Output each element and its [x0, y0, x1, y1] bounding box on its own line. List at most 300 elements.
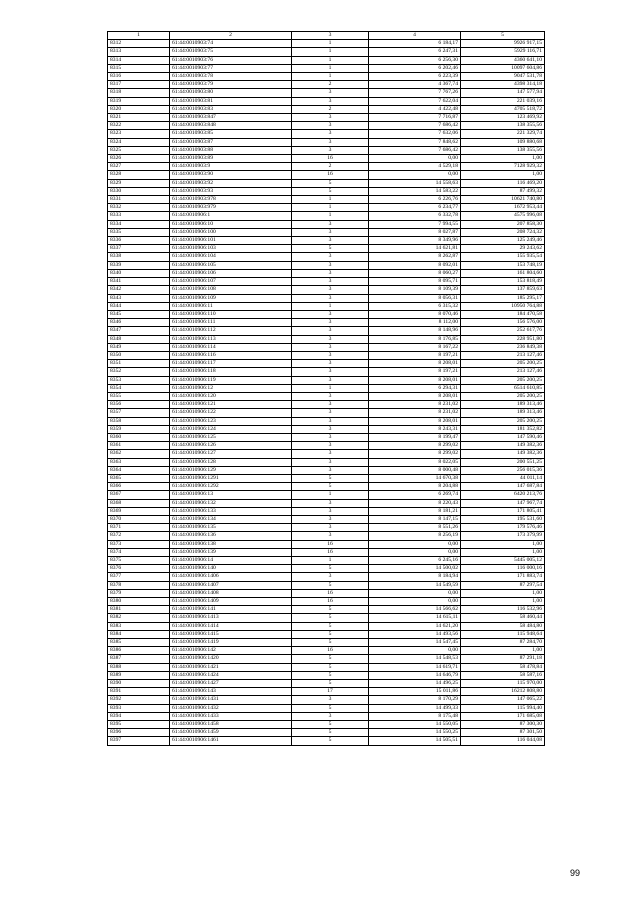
- table-row: [108, 302, 545, 310]
- table-row: [108, 351, 545, 359]
- table-row: [108, 278, 545, 286]
- table-cell: 1: [292, 56, 369, 64]
- table-cell: 3: [292, 360, 369, 368]
- table-cell: 213 127,46: [461, 368, 545, 376]
- table-cell: 3: [292, 97, 369, 105]
- table-cell: 61:44:0010903:76: [170, 56, 292, 64]
- table-cell: 8324: [108, 138, 170, 146]
- table-cell: 8 208,01: [369, 376, 461, 384]
- table-cell: 116 044,08: [461, 737, 545, 745]
- table-cell: 3: [292, 327, 369, 335]
- table-cell: 3: [292, 466, 369, 474]
- table-cell: 5: [292, 680, 369, 688]
- table-cell: 61:44:0010903:90: [170, 171, 292, 179]
- table-cell: 8 112,00: [369, 319, 461, 327]
- table-cell: 61:44:0010906:106: [170, 269, 292, 277]
- table-cell: 61:44:0010906:1424: [170, 671, 292, 679]
- table-cell: 61:44:0010906:1415: [170, 630, 292, 638]
- column-header: 4: [369, 32, 461, 40]
- table-cell: 61:44:0010906:1407: [170, 581, 292, 589]
- table-row: [108, 598, 545, 606]
- table-row: [108, 40, 545, 48]
- table-cell: 8390: [108, 680, 170, 688]
- table-cell: 61:44:0010906:120: [170, 392, 292, 400]
- table-cell: 16: [292, 155, 369, 163]
- table-cell: 7 622,04: [369, 97, 461, 105]
- table-row: [108, 474, 545, 482]
- table-cell: 58 484,80: [461, 622, 545, 630]
- table-cell: 61:44:0010906:133: [170, 507, 292, 515]
- table-cell: 4398 314,18: [461, 81, 545, 89]
- table-cell: 61:44:0010906:124: [170, 425, 292, 433]
- table-cell: 4 529,18: [369, 163, 461, 171]
- table-cell: 8 070,46: [369, 310, 461, 318]
- table-row: [108, 212, 545, 220]
- table-cell: 1: [292, 64, 369, 72]
- table-cell: 87 297,54: [461, 581, 545, 589]
- table-cell: 61:44:0010906:110: [170, 310, 292, 318]
- data-table: [107, 31, 545, 746]
- table-cell: 5: [292, 565, 369, 573]
- table-cell: 61:44:0010906:134: [170, 515, 292, 523]
- table-cell: 8327: [108, 163, 170, 171]
- table-cell: 8 204,88: [369, 483, 461, 491]
- table-cell: 8383: [108, 622, 170, 630]
- table-cell: 14 547,45: [369, 639, 461, 647]
- table-cell: 8 109,39: [369, 286, 461, 294]
- table-cell: 8395: [108, 721, 170, 729]
- table-cell: 16: [292, 540, 369, 548]
- table-row: [108, 179, 545, 187]
- table-cell: 10950 764,88: [461, 302, 545, 310]
- table-cell: 228 951,80: [461, 335, 545, 343]
- table-cell: 14 550,05: [369, 721, 461, 729]
- table-cell: 3: [292, 696, 369, 704]
- table-cell: 7 994,55: [369, 220, 461, 228]
- table-cell: 61:44:0010903:848: [170, 122, 292, 130]
- table-cell: 8321: [108, 114, 170, 122]
- table-cell: 5: [292, 179, 369, 187]
- table-cell: 8332: [108, 204, 170, 212]
- table-row: [108, 671, 545, 679]
- table-row: [108, 680, 545, 688]
- table-cell: 8331: [108, 196, 170, 204]
- table-row: [108, 97, 545, 105]
- table-row: [108, 105, 545, 113]
- table-cell: 5445 005,12: [461, 557, 545, 565]
- table-cell: 6 269,74: [369, 491, 461, 499]
- table-cell: 8336: [108, 237, 170, 245]
- table-cell: 14 621,20: [369, 622, 461, 630]
- table-cell: 8351: [108, 360, 170, 368]
- table-cell: 14 550,25: [369, 729, 461, 737]
- table-row: [108, 204, 545, 212]
- table-cell: 179 576,46: [461, 524, 545, 532]
- table-row: [108, 81, 545, 89]
- table-cell: 7128 929,32: [461, 163, 545, 171]
- table-cell: 3: [292, 146, 369, 154]
- table-cell: 5: [292, 630, 369, 638]
- table-cell: 8368: [108, 499, 170, 507]
- table-cell: 61:44:0010906:139: [170, 548, 292, 556]
- table-cell: 3: [292, 253, 369, 261]
- table-cell: 61:44:0010906:143: [170, 688, 292, 696]
- table-cell: 200 551,25: [461, 458, 545, 466]
- table-cell: 3: [292, 433, 369, 441]
- table-cell: 8348: [108, 335, 170, 343]
- table-cell: 87 499,32: [461, 187, 545, 195]
- table-cell: 5: [292, 245, 369, 253]
- table-cell: 5: [292, 581, 369, 589]
- table-cell: 8 022,05: [369, 458, 461, 466]
- table-cell: 61:44:0010906:109: [170, 294, 292, 302]
- table-cell: 208 724,32: [461, 228, 545, 236]
- table-cell: 15 011,86: [369, 688, 461, 696]
- table-cell: 205 200,25: [461, 360, 545, 368]
- table-cell: 61:44:0010906:1408: [170, 589, 292, 597]
- table-row: [108, 483, 545, 491]
- table-cell: 3: [292, 401, 369, 409]
- table-cell: 5: [292, 622, 369, 630]
- table-cell: 147 687,84: [461, 483, 545, 491]
- table-cell: 7 767,26: [369, 89, 461, 97]
- table-cell: 61:44:0010906:1421: [170, 663, 292, 671]
- table-row: [108, 48, 545, 56]
- table-cell: 3: [292, 122, 369, 130]
- table-cell: 8382: [108, 614, 170, 622]
- table-cell: 14 500,02: [369, 565, 461, 573]
- table-row: [108, 565, 545, 573]
- table-cell: 61:44:0010903:78: [170, 73, 292, 81]
- table-row: [108, 704, 545, 712]
- table-cell: 8369: [108, 507, 170, 515]
- table-cell: 8338: [108, 253, 170, 261]
- table-cell: 189 313,46: [461, 401, 545, 409]
- table-cell: 61:44:0010906:113: [170, 335, 292, 343]
- table-cell: 61:44:0010906:118: [170, 368, 292, 376]
- table-cell: 125 249,46: [461, 237, 545, 245]
- table-cell: 0,00: [369, 598, 461, 606]
- table-cell: 8347: [108, 327, 170, 335]
- table-cell: 1: [292, 384, 369, 392]
- table-cell: 8 147,15: [369, 515, 461, 523]
- table-row: [108, 425, 545, 433]
- table-cell: 1: [292, 204, 369, 212]
- table-cell: 8329: [108, 179, 170, 187]
- table-cell: 3: [292, 114, 369, 122]
- table-cell: 61:44:0010903:79: [170, 81, 292, 89]
- table-row: [108, 196, 545, 204]
- table-cell: 181 352,82: [461, 425, 545, 433]
- table-row: [108, 237, 545, 245]
- table-row: [108, 360, 545, 368]
- table-cell: 138 355,56: [461, 146, 545, 154]
- table-cell: 5: [292, 721, 369, 729]
- table-cell: 205 200,25: [461, 392, 545, 400]
- table-cell: 61:44:0010906:1: [170, 212, 292, 220]
- table-cell: 61:44:0010906:1406: [170, 573, 292, 581]
- table-cell: 8 148,96: [369, 327, 461, 335]
- table-cell: 3: [292, 343, 369, 351]
- table-cell: 1: [292, 212, 369, 220]
- table-cell: 3: [292, 376, 369, 384]
- table-cell: 8 243,31: [369, 425, 461, 433]
- table-cell: 1: [292, 302, 369, 310]
- table-cell: 61:44:0010906:13: [170, 491, 292, 499]
- table-cell: 5929 116,71: [461, 48, 545, 56]
- table-cell: 8 197,21: [369, 368, 461, 376]
- table-cell: 8 167,22: [369, 343, 461, 351]
- table-cell: 1,00: [461, 155, 545, 163]
- table-row: [108, 73, 545, 81]
- table-row: [108, 721, 545, 729]
- table-row: [108, 130, 545, 138]
- table-row: [108, 532, 545, 540]
- column-header: 5: [461, 32, 545, 40]
- table-cell: 8 208,01: [369, 392, 461, 400]
- table-cell: 4575 996,08: [461, 212, 545, 220]
- table-cell: 61:44:0010903:88: [170, 146, 292, 154]
- table-cell: 61:44:0010903:978: [170, 196, 292, 204]
- table-cell: 8367: [108, 491, 170, 499]
- table-row: [108, 729, 545, 737]
- table-cell: 14 621,81: [369, 245, 461, 253]
- table-cell: 3: [292, 507, 369, 515]
- table-cell: 5: [292, 639, 369, 647]
- table-cell: 14 493,56: [369, 630, 461, 638]
- table-cell: 61:44:0010903:93: [170, 187, 292, 195]
- table-cell: 61:44:0010906:1431: [170, 696, 292, 704]
- table-cell: 7 632,06: [369, 130, 461, 138]
- table-row: [108, 392, 545, 400]
- table-cell: 0,00: [369, 548, 461, 556]
- table-cell: 61:44:0010906:126: [170, 442, 292, 450]
- table-cell: 61:44:0010906:1427: [170, 680, 292, 688]
- table-cell: 252 617,76: [461, 327, 545, 335]
- table-cell: 2: [292, 163, 369, 171]
- table-cell: 87 284,70: [461, 639, 545, 647]
- table-cell: 8362: [108, 450, 170, 458]
- table-cell: 3: [292, 458, 369, 466]
- table-cell: 6514 610,85: [461, 384, 545, 392]
- table-cell: 8341: [108, 278, 170, 286]
- table-cell: 61:44:0010906:101: [170, 237, 292, 245]
- table-cell: 5: [292, 704, 369, 712]
- table-cell: 7 716,87: [369, 114, 461, 122]
- table-cell: 8359: [108, 425, 170, 433]
- table-cell: 8384: [108, 630, 170, 638]
- table-cell: 147 590,46: [461, 433, 545, 441]
- table-cell: 61:44:0010906:127: [170, 450, 292, 458]
- table-cell: 61:44:0010903:847: [170, 114, 292, 122]
- table-cell: 58 587,16: [461, 671, 545, 679]
- table-cell: 61:44:0010906:112: [170, 327, 292, 335]
- table-cell: 6 223,39: [369, 73, 461, 81]
- table-cell: 236 849,38: [461, 343, 545, 351]
- table-cell: 29 243,62: [461, 245, 545, 253]
- table-cell: 149 382,36: [461, 450, 545, 458]
- table-row: [108, 401, 545, 409]
- table-cell: 61:44:0010903:89: [170, 155, 292, 163]
- table-cell: 116 469,20: [461, 179, 545, 187]
- table-cell: 8380: [108, 598, 170, 606]
- table-row: [108, 384, 545, 392]
- table-cell: 14 549,59: [369, 581, 461, 589]
- header-row: [108, 32, 545, 40]
- table-row: [108, 507, 545, 515]
- table-cell: 3: [292, 499, 369, 507]
- table-cell: 5: [292, 483, 369, 491]
- table-cell: 8 197,21: [369, 351, 461, 359]
- table-cell: 5: [292, 737, 369, 745]
- table-cell: 8386: [108, 647, 170, 655]
- table-row: [108, 466, 545, 474]
- table-cell: 8315: [108, 64, 170, 72]
- table-row: [108, 737, 545, 745]
- table-cell: 8 262,87: [369, 253, 461, 261]
- table-cell: 1,00: [461, 647, 545, 655]
- table-cell: 161 804,60: [461, 269, 545, 277]
- table-cell: 61:44:0010903:85: [170, 130, 292, 138]
- table-cell: 1,00: [461, 171, 545, 179]
- table-cell: 58 478,84: [461, 663, 545, 671]
- table-row: [108, 64, 545, 72]
- table-cell: 205 200,25: [461, 376, 545, 384]
- table-cell: 0,00: [369, 155, 461, 163]
- table-cell: 8317: [108, 81, 170, 89]
- table-cell: 61:44:0010906:108: [170, 286, 292, 294]
- table-cell: 8375: [108, 557, 170, 565]
- table-row: [108, 655, 545, 663]
- table-cell: 7 848,62: [369, 138, 461, 146]
- table-row: [108, 220, 545, 228]
- table-cell: 8358: [108, 417, 170, 425]
- table-cell: 8335: [108, 228, 170, 236]
- table-cell: 8 208,01: [369, 417, 461, 425]
- table-cell: 207 858,30: [461, 220, 545, 228]
- table-cell: 9926 917,15: [461, 40, 545, 48]
- table-cell: 8319: [108, 97, 170, 105]
- table-cell: 6 247,31: [369, 48, 461, 56]
- table-cell: 61:44:0010906:135: [170, 524, 292, 532]
- table-row: [108, 253, 545, 261]
- table-cell: 61:44:0010906:122: [170, 409, 292, 417]
- table-cell: 8337: [108, 245, 170, 253]
- table-cell: 61:44:0010906:10: [170, 220, 292, 228]
- table-cell: 3: [292, 130, 369, 138]
- table-row: [108, 155, 545, 163]
- table-cell: 1: [292, 73, 369, 81]
- table-cell: 156 576,00: [461, 319, 545, 327]
- table-cell: 61:44:0010903:75: [170, 48, 292, 56]
- table-cell: 137 859,63: [461, 286, 545, 294]
- table-cell: 0,00: [369, 589, 461, 597]
- table-row: [108, 187, 545, 195]
- table-cell: 14 646,79: [369, 671, 461, 679]
- table-cell: 8330: [108, 187, 170, 195]
- table-cell: 8322: [108, 122, 170, 130]
- table-cell: 8316: [108, 73, 170, 81]
- table-cell: 155 935,54: [461, 253, 545, 261]
- table-cell: 61:44:0010906:121: [170, 401, 292, 409]
- table-cell: 61:44:0010906:141: [170, 606, 292, 614]
- table-cell: 8376: [108, 565, 170, 573]
- table-cell: 3: [292, 237, 369, 245]
- table-cell: 14 670,38: [369, 474, 461, 482]
- table-cell: 1,00: [461, 548, 545, 556]
- table-cell: 3: [292, 310, 369, 318]
- table-cell: 185 295,17: [461, 294, 545, 302]
- table-cell: 8364: [108, 466, 170, 474]
- table-cell: 3: [292, 442, 369, 450]
- table-cell: 61:44:0010906:129: [170, 466, 292, 474]
- table-cell: 3: [292, 220, 369, 228]
- column-header: 2: [170, 32, 292, 40]
- table-cell: 16: [292, 548, 369, 556]
- table-row: [108, 450, 545, 458]
- table-row: [108, 712, 545, 720]
- table-cell: 8370: [108, 515, 170, 523]
- table-row: [108, 433, 545, 441]
- table-cell: 5: [292, 474, 369, 482]
- table-cell: 8363: [108, 458, 170, 466]
- table-row: [108, 319, 545, 327]
- table-cell: 8366: [108, 483, 170, 491]
- table-cell: 61:44:0010906:140: [170, 565, 292, 573]
- table-cell: 3: [292, 417, 369, 425]
- table-cell: 8344: [108, 302, 170, 310]
- table-cell: 8312: [108, 40, 170, 48]
- table-cell: 8352: [108, 368, 170, 376]
- table-cell: 61:44:0010903:9: [170, 163, 292, 171]
- table-cell: 109 880,68: [461, 138, 545, 146]
- table-cell: 8345: [108, 310, 170, 318]
- table-cell: 3: [292, 335, 369, 343]
- table-cell: 16: [292, 589, 369, 597]
- table-cell: 123 469,92: [461, 114, 545, 122]
- table-row: [108, 573, 545, 581]
- table-cell: 61:44:0010906:136: [170, 532, 292, 540]
- table-cell: 61:44:0010906:125: [170, 433, 292, 441]
- table-cell: 3: [292, 524, 369, 532]
- table-cell: 14 566,62: [369, 606, 461, 614]
- table-cell: 6420 213,76: [461, 491, 545, 499]
- table-cell: 0,00: [369, 171, 461, 179]
- table-row: [108, 614, 545, 622]
- table-cell: 153 818,49: [461, 278, 545, 286]
- table-cell: 3: [292, 532, 369, 540]
- table-row: [108, 89, 545, 97]
- table-cell: 61:44:0010903:77: [170, 64, 292, 72]
- table-row: [108, 630, 545, 638]
- table-cell: 3: [292, 269, 369, 277]
- table-cell: 5: [292, 663, 369, 671]
- table-cell: 2: [292, 81, 369, 89]
- table-cell: 61:44:0010906:14: [170, 557, 292, 565]
- table-cell: 61:44:0010903:87: [170, 138, 292, 146]
- table-cell: 4705 518,72: [461, 105, 545, 113]
- table-cell: 8 060,27: [369, 269, 461, 277]
- table-cell: 61:44:0010906:105: [170, 261, 292, 269]
- table-cell: 6 294,31: [369, 384, 461, 392]
- table-cell: 8372: [108, 532, 170, 540]
- table-row: [108, 442, 545, 450]
- table-cell: 6 315,32: [369, 302, 461, 310]
- table-cell: 1: [292, 40, 369, 48]
- table-cell: 3: [292, 515, 369, 523]
- table-cell: 14 558,63: [369, 179, 461, 187]
- table-cell: 14 505,51: [369, 737, 461, 745]
